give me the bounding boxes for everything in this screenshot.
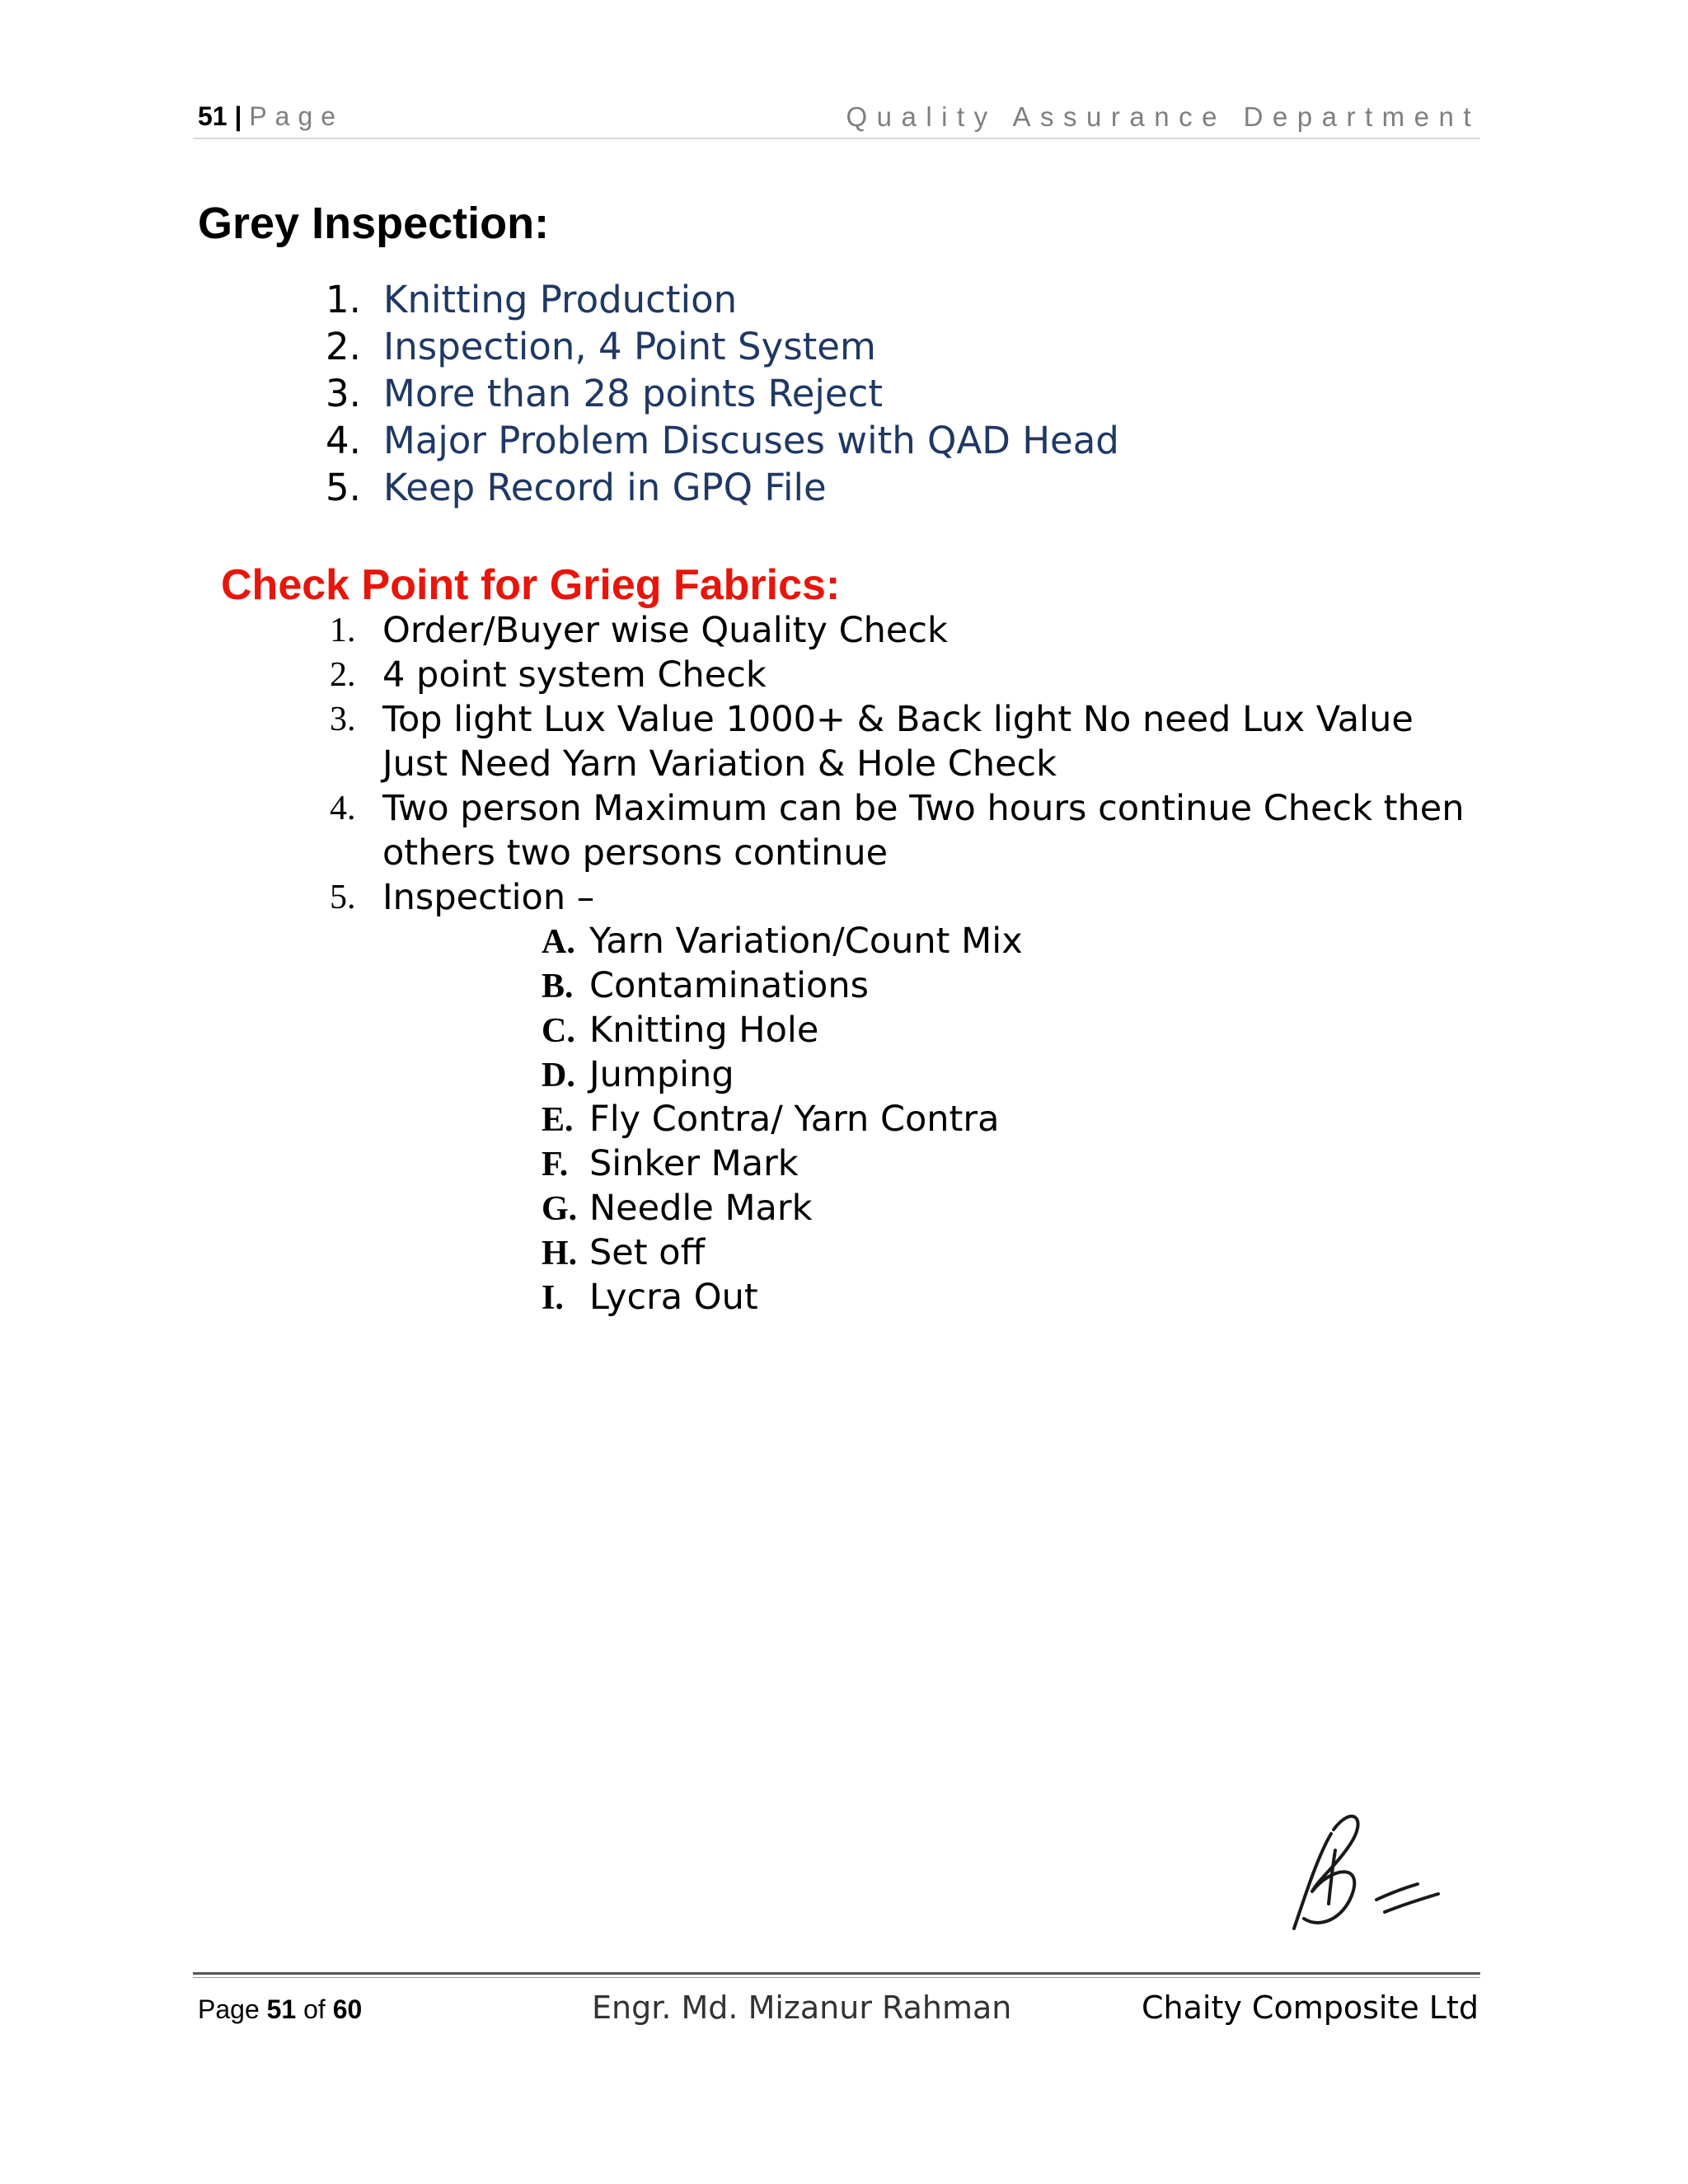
header-divider — [193, 138, 1480, 139]
header-department: Quality Assurance Department — [846, 101, 1480, 132]
list-text: Keep Record in GPQ File — [383, 466, 827, 509]
signature-image — [1253, 1772, 1467, 1961]
list-item — [330, 653, 1484, 697]
list-letter: E. — [542, 1101, 574, 1139]
footer-company: Chaity Composite Ltd — [1141, 1990, 1479, 2026]
list-number: 3. — [326, 372, 361, 415]
inspection-sub-list — [542, 919, 1023, 1319]
list-item — [326, 323, 1119, 370]
list-item — [542, 1052, 1023, 1097]
list-number: 1. — [326, 278, 361, 321]
list-text: Needle Mark — [589, 1188, 813, 1229]
check-point-list — [330, 608, 1484, 920]
list-item — [330, 786, 1484, 875]
list-number: 4. — [330, 790, 356, 827]
list-number: 5. — [326, 466, 361, 509]
list-text: Yarn Variation/Count Mix — [589, 921, 1023, 962]
list-letter: I. — [542, 1279, 564, 1317]
list-item — [330, 697, 1484, 786]
list-text: Fly Contra/ Yarn Contra — [589, 1099, 1000, 1140]
list-item — [542, 1141, 1023, 1186]
list-letter: C. — [542, 1012, 575, 1050]
list-number: 2. — [330, 656, 356, 694]
check-point-title: Check Point for Grieg Fabrics: — [221, 561, 841, 609]
list-number: 1. — [330, 612, 356, 649]
list-text: Major Problem Discuses with QAD Head — [383, 419, 1119, 462]
list-letter: B. — [542, 968, 574, 1005]
list-item — [326, 417, 1119, 464]
footer-page-count — [198, 1994, 362, 2025]
list-text: Jumping — [589, 1054, 734, 1095]
list-item — [542, 919, 1023, 963]
list-text: Knitting Production — [383, 278, 738, 321]
footer-of-word: of — [303, 1994, 326, 2024]
list-item — [326, 464, 1119, 511]
list-item — [542, 1275, 1023, 1319]
list-letter: G. — [542, 1190, 578, 1228]
header-separator: | — [234, 101, 242, 131]
list-item — [326, 276, 1119, 323]
list-text: Order/Buyer wise Quality Check — [382, 610, 948, 651]
list-item — [542, 1097, 1023, 1141]
header-page-number: 51 — [198, 101, 227, 131]
footer-author: Engr. Md. Mizanur Rahman — [592, 1990, 1012, 2026]
footer-divider-thin — [193, 1977, 1480, 1978]
list-number: 5. — [330, 879, 356, 916]
footer-page-word: Page — [198, 1994, 260, 2024]
list-letter: H. — [542, 1235, 578, 1272]
list-text: Lycra Out — [589, 1277, 758, 1318]
list-letter: F. — [542, 1146, 569, 1183]
list-text: Contaminations — [589, 965, 870, 1006]
list-text: 4 point system Check — [382, 654, 767, 696]
list-text: Sinker Mark — [589, 1143, 799, 1184]
list-text: Two person Maximum can be Two hours continue Check then others two persons continue — [382, 788, 1465, 874]
list-item — [542, 1186, 1023, 1230]
list-letter: A. — [542, 923, 575, 961]
footer-current-page: 51 — [266, 1994, 297, 2024]
list-item — [542, 1230, 1023, 1275]
list-letter: D. — [542, 1057, 575, 1094]
footer-total-pages: 60 — [332, 1994, 363, 2024]
grey-inspection-title: Grey Inspection: — [198, 199, 550, 248]
header-page-indicator — [198, 101, 344, 132]
list-item — [330, 608, 1484, 653]
list-text: Inspection, 4 Point System — [383, 325, 876, 368]
list-text: Top light Lux Value 1000+ & Back light No need Lux Value Just Need Yarn Variation & Hole Check — [382, 699, 1414, 785]
list-item — [542, 963, 1023, 1008]
header-page-label: Page — [249, 101, 345, 131]
list-number: 3. — [330, 701, 356, 738]
list-item — [542, 1008, 1023, 1052]
list-number: 4. — [326, 419, 361, 462]
list-text: Inspection – — [382, 877, 595, 918]
list-item — [330, 875, 1484, 920]
list-item — [326, 370, 1119, 417]
list-text: More than 28 points Reject — [383, 372, 884, 415]
list-number: 2. — [326, 325, 361, 368]
list-text: Set off — [589, 1232, 706, 1273]
list-text: Knitting Hole — [589, 1010, 819, 1051]
grey-inspection-list — [326, 276, 1119, 511]
footer-divider — [193, 1972, 1480, 1975]
